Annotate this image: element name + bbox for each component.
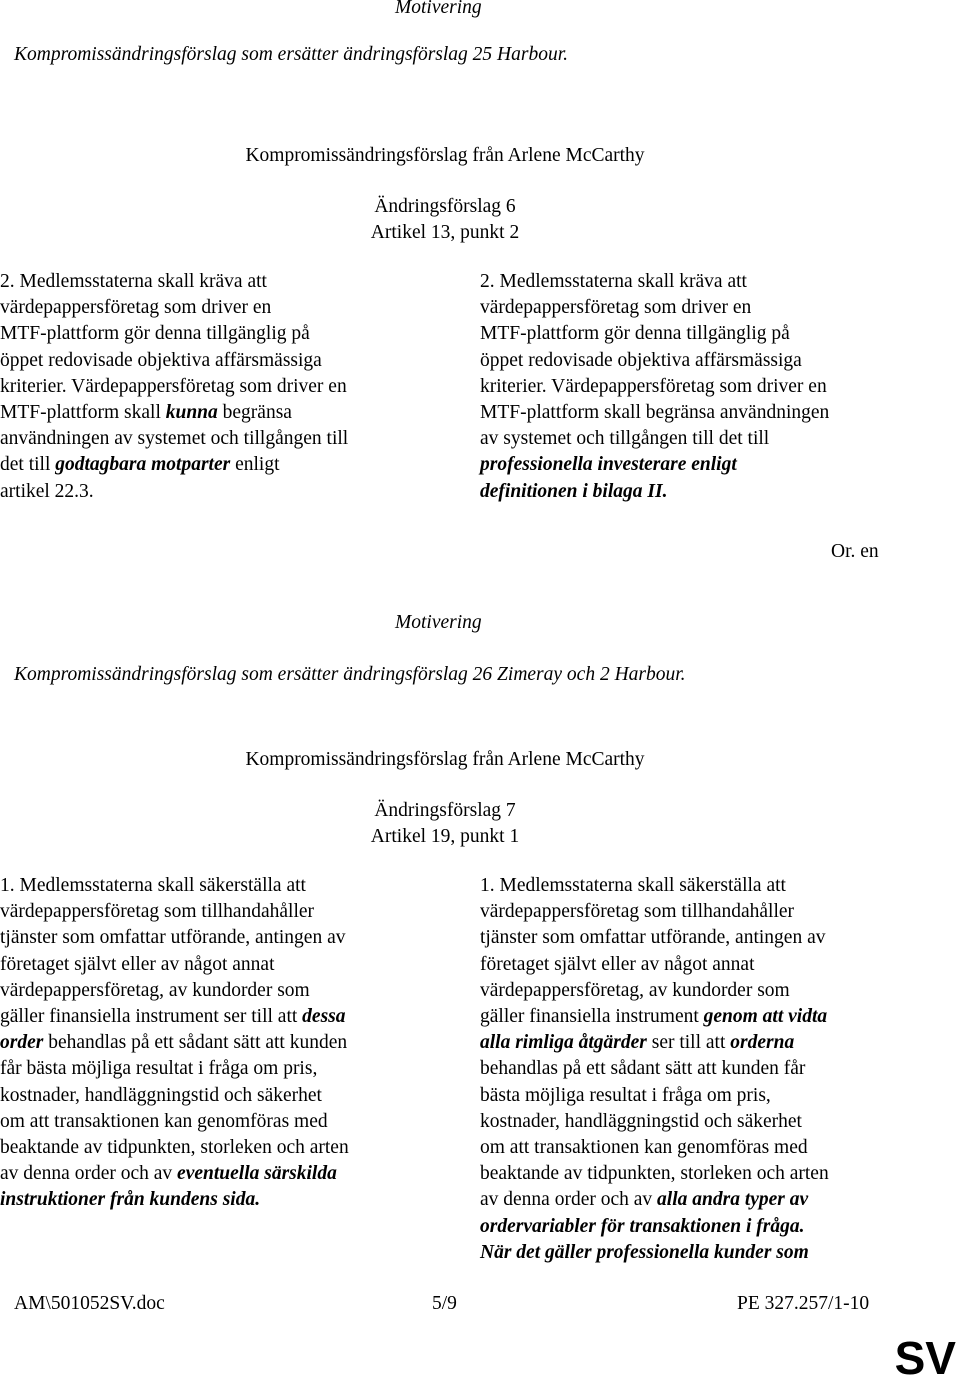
text-line: värdepappersföretag som tillhandahåller [0,901,315,923]
text-span: behandlas på ett sådant sätt att kunden [43,1032,348,1054]
text-line: om att transaktionen kan genomföras med [0,1110,328,1132]
text-line [0,1030,349,1056]
text-line: värdepappersföretag som tillhandahåller [480,901,795,923]
text-line: får bästa möjliga resultat i fråga om pris, [0,1058,318,1080]
original-language-marker: Or. en [831,541,879,562]
text-line: tjänster som omfattar utförande, antingen av [480,927,826,949]
replaces-note-2: Kompromissändringsförslag som ersätter ändringsförslag 26 Zimeray och 2 Harbour. [14,664,686,685]
text-line: företaget självt eller av något annat [480,953,755,975]
amendment-article-7: Artikel 19, punkt 1 [370,826,520,847]
text-line: öppet redovisade objektiva affärsmässiga [480,349,802,371]
emphasis-text: alla andra typer av [657,1189,809,1211]
text-line [0,400,348,426]
motivering-heading-2: Motivering [395,612,482,633]
text-line: av systemet och tillgången till det till [480,428,770,450]
text-line: om att transaktionen kan genomföras med [480,1137,808,1159]
footer-pe-reference: PE 327.257/1-10 [737,1293,870,1314]
text-line: instruktioner från kundens sida. [0,1189,261,1211]
amendment-author-7: Kompromissändringsförslag från Arlene McCarthy [245,749,645,770]
text-line: definitionen i bilaga II. [480,480,668,502]
replaces-note-1: Kompromissändringsförslag som ersätter ändringsförslag 25 Harbour. [14,44,569,65]
text-line: artikel 22.3. [0,480,94,502]
text-line: kostnader, handläggningstid och säkerhet [480,1110,802,1132]
footer-page-number: 5/9 [432,1293,457,1314]
emphasis-text: orderna [730,1032,795,1054]
amendment-number-7: Ändringsförslag 7 [374,800,516,821]
text-line: behandlas på ett sådant sätt att kunden får [480,1058,806,1080]
text-line: ordervariabler för transaktionen i fråga. [480,1215,805,1237]
footer-doc-reference: AM\501052SV.doc [14,1293,165,1314]
text-span: begränsa [217,402,292,424]
emphasis-text: alla rimliga åtgärder [480,1032,647,1054]
emphasis-text: genom att vidta [703,1006,828,1028]
amendment-6-original-text [0,269,348,505]
text-line: professionella investerare enligt [480,454,737,476]
text-line: 2. Medlemsstaterna skall kräva att [480,271,747,292]
text-line: När det gäller professionella kunder som [480,1241,809,1263]
language-code: SV [894,1332,956,1384]
amendment-article-6: Artikel 13, punkt 2 [370,222,520,243]
text-line: tjänster som omfattar utförande, antingen av [0,927,346,949]
text-line: värdepappersföretag, av kundorder som [480,979,790,1001]
text-line [480,1187,829,1213]
text-span: enligt [230,454,280,476]
text-line: öppet redovisade objektiva affärsmässiga [0,349,322,371]
text-line: MTF-plattform gör denna tillgänglig på [480,323,790,345]
text-span: gäller finansiella instrument [480,1006,704,1028]
text-line [0,1161,349,1187]
text-span: det till [0,454,56,476]
text-line: användningen av systemet och tillgången till [0,428,349,450]
amendment-author-6: Kompromissändringsförslag från Arlene McCarthy [245,145,645,166]
text-span: av denna order och av [480,1189,658,1211]
text-line: kostnader, handläggningstid och säkerhet [0,1084,322,1106]
emphasis-text: godtagbara motparter [55,454,231,476]
text-line: beaktande av tidpunkten, storleken och arten [0,1137,349,1159]
text-span: ser till att [646,1032,731,1054]
text-span: MTF-plattform skall [0,402,166,424]
text-line: MTF-plattform gör denna tillgänglig på [0,323,310,345]
text-span: gäller finansiella instrument ser till att [0,1006,303,1028]
text-line: MTF-plattform skall begränsa användningen [480,402,830,424]
text-line: företaget självt eller av något annat [0,953,275,975]
emphasis-text: eventuella särskilda [177,1163,337,1185]
text-line: bästa möjliga resultat i fråga om pris, [480,1084,771,1106]
text-line [0,1004,349,1030]
text-line: värdepappersföretag som driver en [480,297,752,319]
amendment-7-original-text [0,873,349,1214]
emphasis-text: kunna [165,402,218,424]
text-line: 1. Medlemsstaterna skall säkerställa att [480,875,786,896]
amendment-number-6: Ändringsförslag 6 [374,196,516,217]
emphasis-text: dessa [302,1006,346,1028]
text-line [480,1004,829,1030]
text-line [0,452,348,478]
text-line: värdepappersföretag som driver en [0,297,272,319]
text-line: beaktande av tidpunkten, storleken och arten [480,1163,829,1185]
emphasis-text: order [0,1032,44,1054]
text-line: värdepappersföretag, av kundorder som [0,979,310,1001]
text-line: kriterier. Värdepappersföretag som driver en [0,375,347,397]
text-line [480,1030,829,1056]
motivering-heading-1: Motivering [395,0,482,18]
text-line: 2. Medlemsstaterna skall kräva att [0,271,267,292]
text-line: kriterier. Värdepappersföretag som driver en [480,375,827,397]
text-line: 1. Medlemsstaterna skall säkerställa att [0,875,306,896]
text-span: av denna order och av [0,1163,178,1185]
amendment-6-amended-text [480,269,829,505]
amendment-7-amended-text [480,873,829,1266]
